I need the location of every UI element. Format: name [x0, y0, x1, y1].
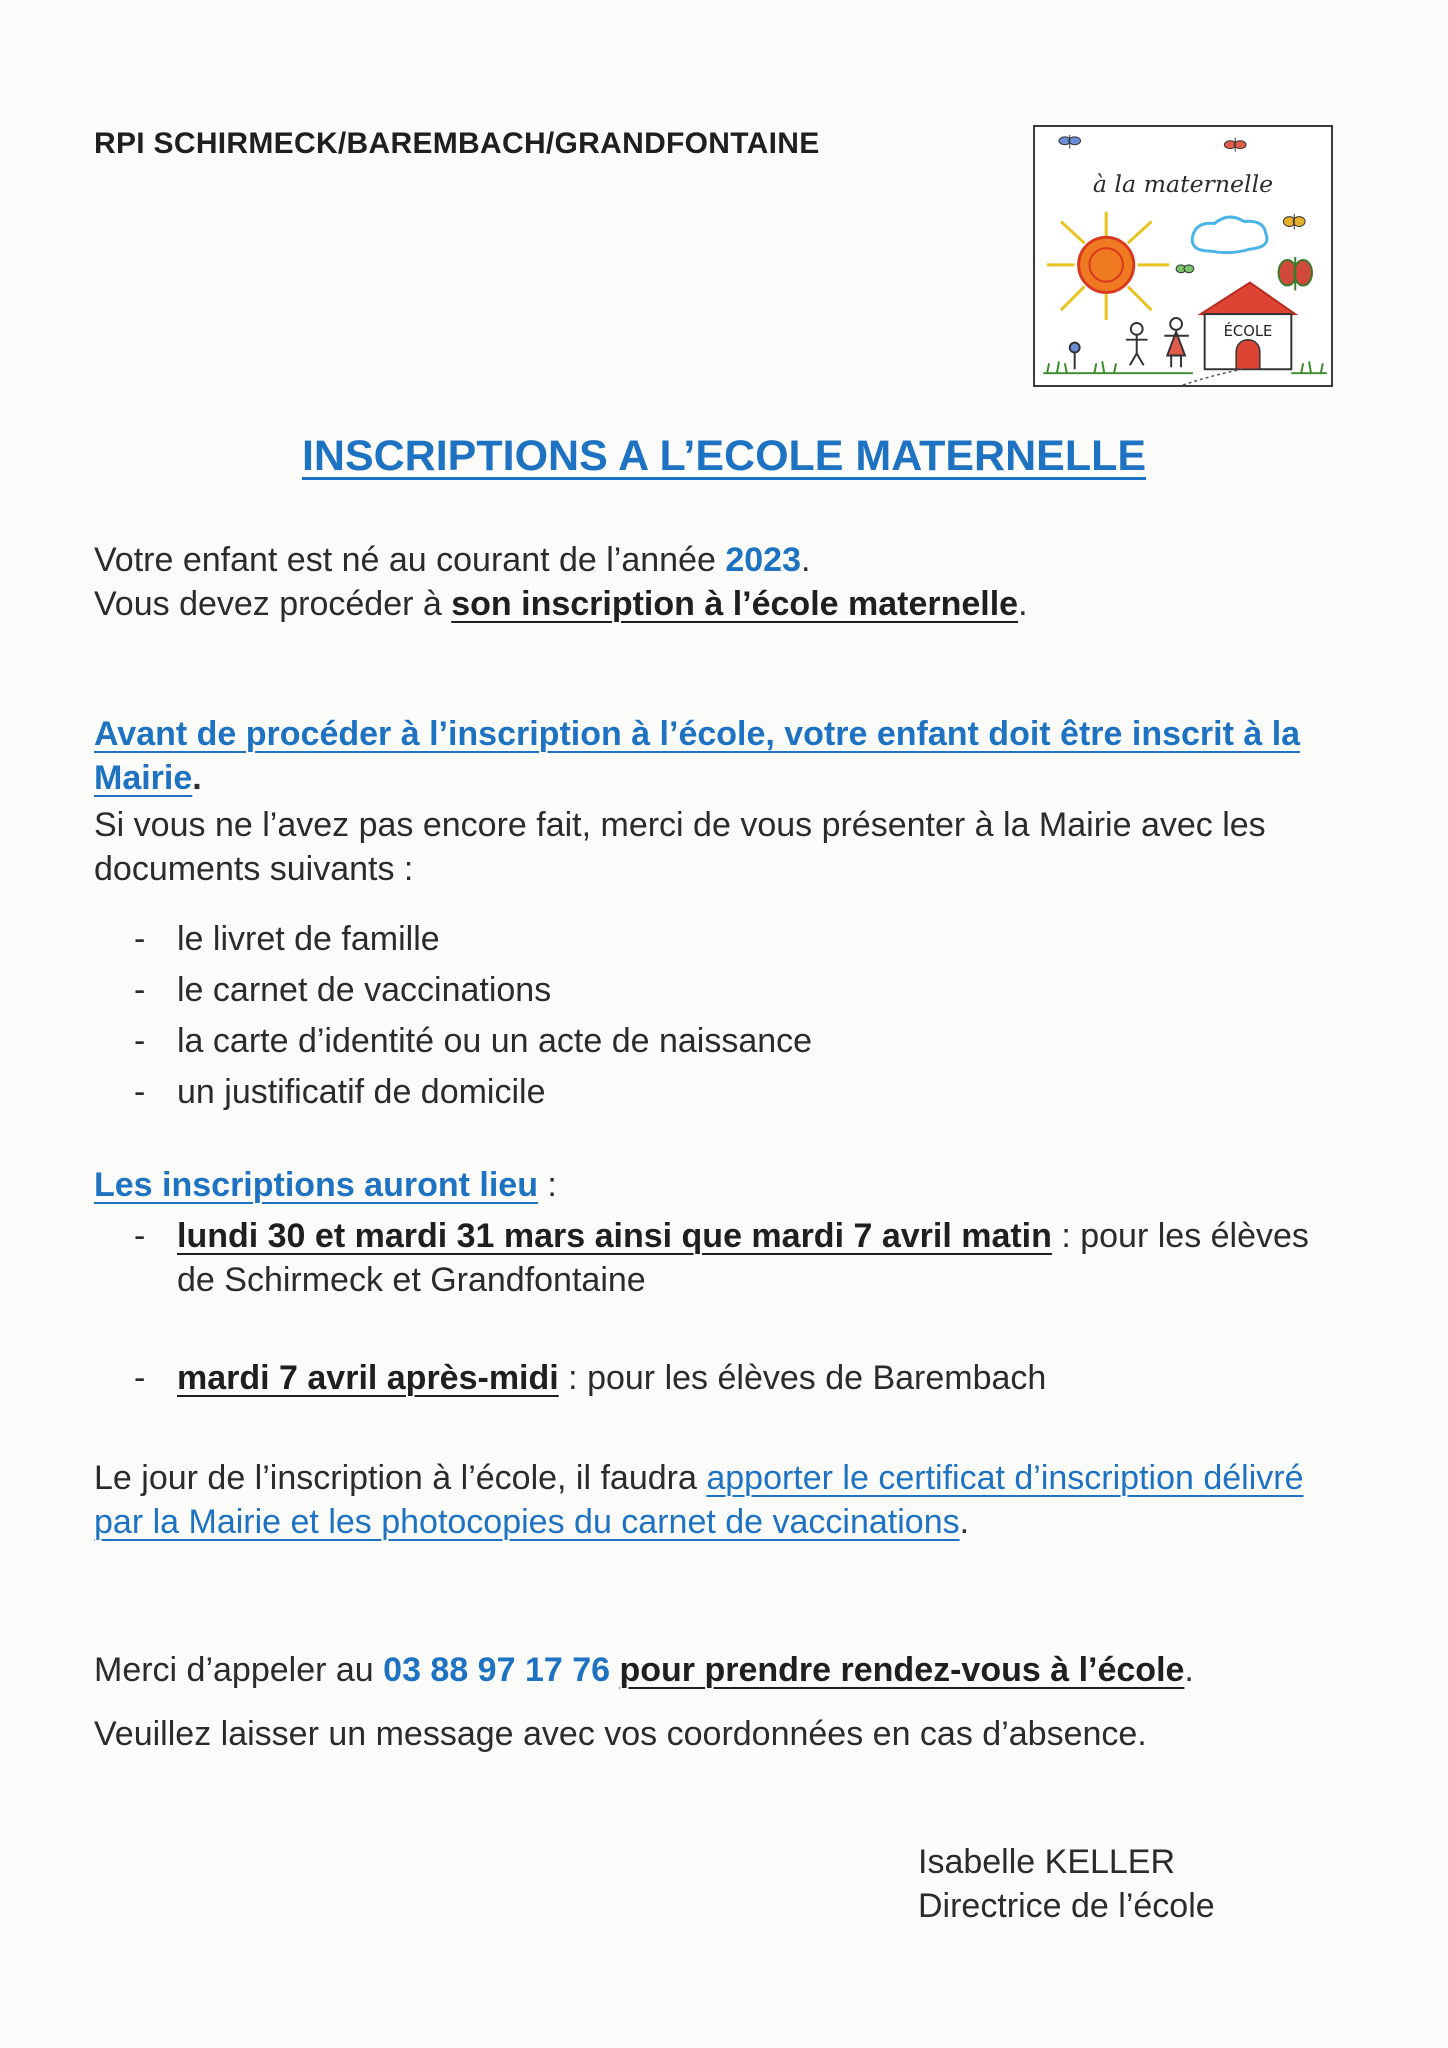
schedule-heading: Les inscriptions auront lieu : [94, 1166, 557, 1204]
schedule-list [134, 1214, 1314, 1302]
school-sign: ÉCOLE [1223, 322, 1273, 340]
signature-block [918, 1840, 1215, 1928]
mairie-notice: Avant de procéder à l’inscription à l’école, votre enfant doit être inscrit à la Mairie. [94, 715, 1301, 797]
children-figures-icon [1070, 318, 1189, 369]
school-house-icon [1201, 283, 1296, 370]
bring-documents-paragraph: Le jour de l’inscription à l’école, il faudra apporter le certificat d’inscription délivré par la Mairie et les photocopies du carnet de vaccinations. [94, 1459, 1304, 1541]
signature-role: Directrice de l’école [918, 1887, 1215, 1925]
page-title: INSCRIPTIONS A L’ECOLE MATERNELLE [301, 432, 1147, 480]
butterfly-icon [1279, 257, 1312, 290]
butterfly-icon [1176, 265, 1194, 273]
intro-paragraph: Votre enfant est né au courant de l’année 2023. Vous devez procéder à son inscription à l’école maternelle. [94, 541, 1028, 623]
signature-name: Isabelle KELLER [918, 1843, 1176, 1881]
mairie-instruction: Si vous ne l’avez pas encore fait, merci de vous présenter à la Mairie avec les documents suivants : [94, 806, 1266, 888]
list-item: - la carte d’identité ou un acte de naissance [134, 1016, 812, 1067]
phone-number[interactable]: 03 88 97 17 76 [383, 1651, 611, 1689]
organization-header: RPI SCHIRMECK/BAREMBACH/GRANDFONTAINE [94, 127, 820, 160]
logo-caption: à la maternelle [1092, 169, 1274, 198]
schedule-list [134, 1356, 1314, 1400]
schedule-item: - lundi 30 et mardi 31 mars ainsi que mardi 7 avril matin : pour les élèves de Schirmeck et Grandfontaine [134, 1214, 1314, 1302]
absence-note: Veuillez laisser un message avec vos coordonnées en cas d’absence. [94, 1715, 1147, 1753]
schedule-item: - mardi 7 avril après-midi : pour les élèves de Barembach [134, 1356, 1314, 1400]
required-certificate: apporter le certificat d’inscription délivré par la Mairie et les photocopies du carnet de vaccinations [94, 1459, 1304, 1541]
path-to-school [1183, 369, 1242, 385]
butterfly-icon [1224, 138, 1246, 152]
contact-paragraph: Merci d’appeler au 03 88 97 17 76 pour prendre rendez-vous à l’école. [94, 1651, 1194, 1689]
list-item: - le livret de famille [134, 914, 812, 965]
list-item: - le carnet de vaccinations [134, 965, 812, 1016]
required-documents-list [134, 914, 812, 1118]
cloud-icon [1192, 217, 1267, 253]
maternelle-logo [1033, 125, 1333, 387]
birth-year: 2023 [725, 541, 801, 579]
child-drawing-image [1035, 127, 1331, 385]
list-item: - un justificatif de domicile [134, 1067, 812, 1118]
butterfly-icon [1059, 135, 1081, 149]
butterfly-icon [1283, 214, 1305, 230]
school-enrollment-emphasis: son inscription à l’école maternelle [451, 585, 1019, 623]
sun-icon [1047, 212, 1169, 320]
